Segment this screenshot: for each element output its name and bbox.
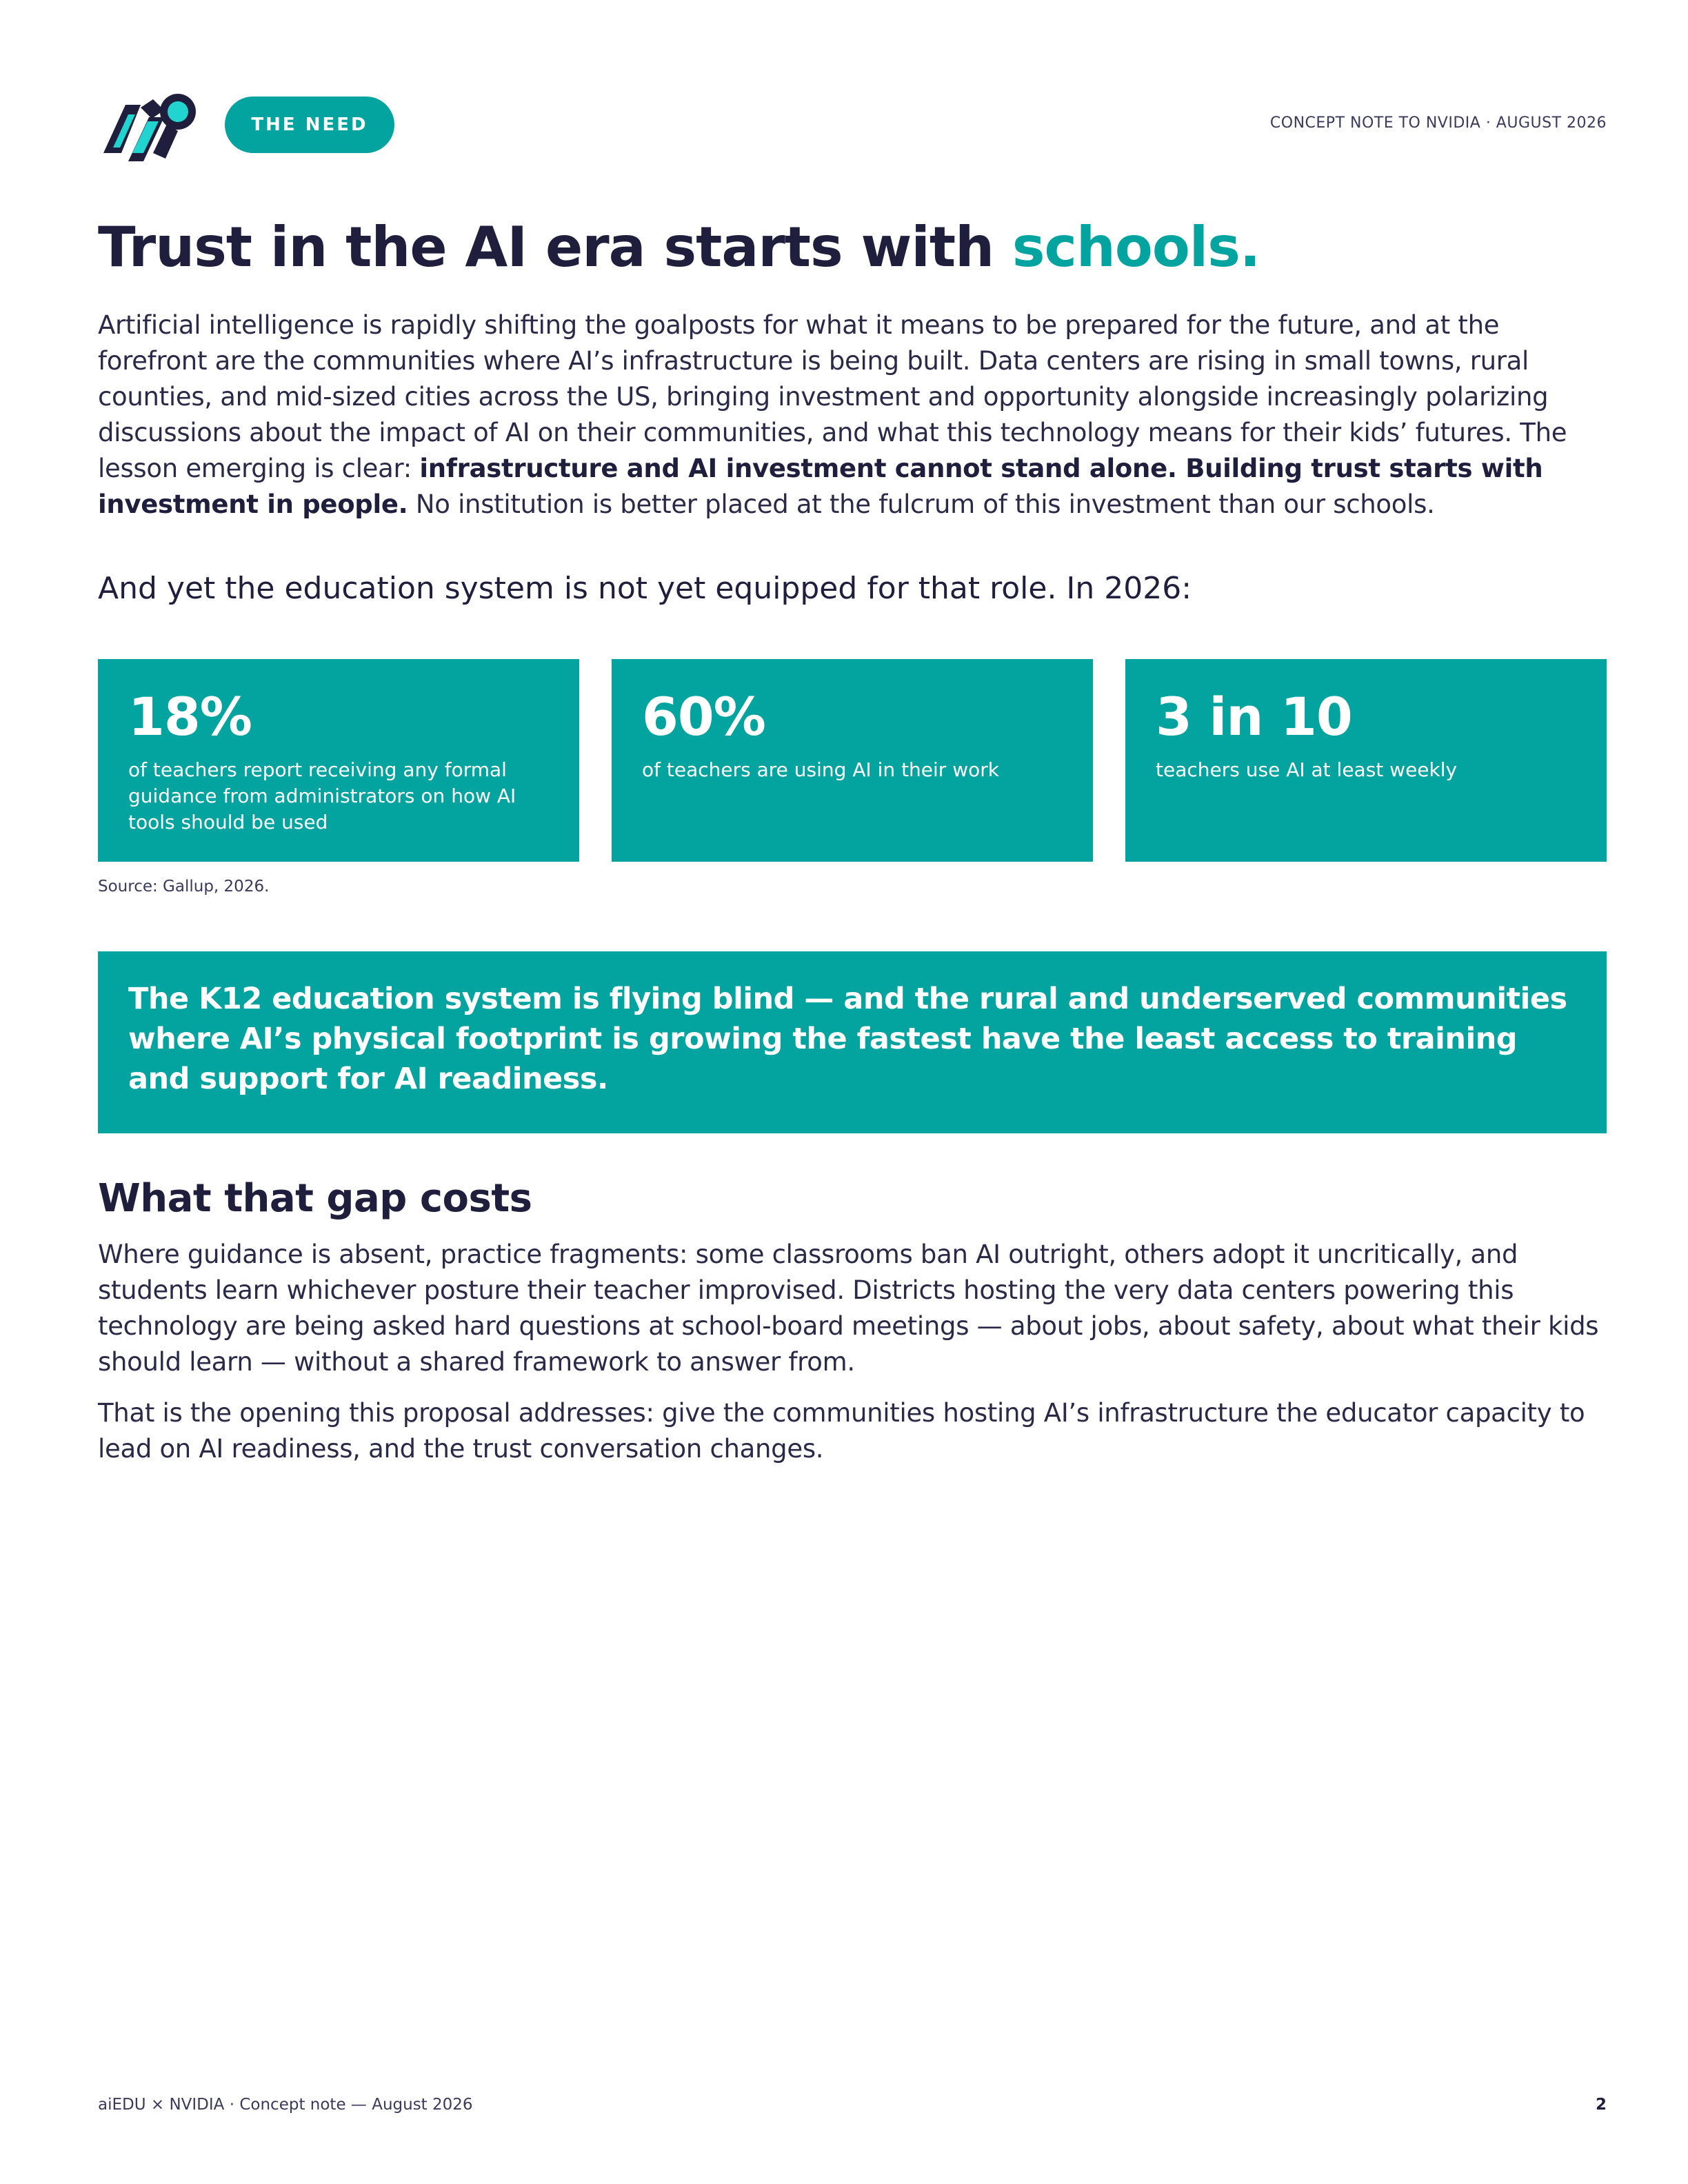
callout-box: The K12 education system is flying blind — and the rural and underserved communities where AI’s physical footprint is growing the fastest have the least access to training and support for AI readiness.	[98, 951, 1607, 1133]
footer-text: aiEDU × NVIDIA · Concept note — August 2026	[98, 2096, 473, 2114]
title-main: Trust in the AI era starts with	[98, 215, 1012, 279]
document-meta: CONCEPT NOTE TO NVIDIA · AUGUST 2026	[1269, 114, 1607, 132]
page-number: 2	[1595, 2096, 1607, 2114]
section-heading: What that gap costs	[98, 1176, 532, 1221]
intro-paragraph	[98, 307, 1609, 523]
title-accent: schools.	[1012, 215, 1260, 279]
stat-value: 18%	[128, 686, 252, 747]
section-badge: THE NEED	[225, 97, 394, 153]
intro-text-a: Artificial intelligence is rapidly shifting the goalposts for what it means to be prepared for the future, and at the forefront are the communities where AI’s infrastructure is being built. Data centers are rising in small towns, rural counties, and mid-sized cities across the US, bringing investment and opportunity alongside increasingly polarizing discussions about the impact of AI on their communities, and what this technology means for their kids’ futures. The lesson emerging is clear:	[98, 310, 1567, 483]
stat-card	[1125, 659, 1607, 862]
stat-description: of teachers report receiving any formal guidance from administrators on how AI tools should be used	[128, 758, 516, 833]
lead-sentence: And yet the education system is not yet equipped for that role. In 2026:	[98, 571, 1192, 606]
page-title	[98, 215, 1608, 279]
intro-text-bold: infrastructure and AI investment cannot stand alone. Building trust starts with investment in people.	[98, 454, 1543, 519]
stat-description: teachers use AI at least weekly	[1156, 758, 1458, 781]
intro-text-b: No institution is better placed at the fulcrum of this investment than our schools.	[408, 489, 1435, 519]
stat-value: 60%	[642, 686, 765, 747]
section-paragraph-2: That is the opening this proposal addresses: give the communities hosting AI’s infrastructure the educator capacity to lead on AI readiness, and the trust conversation changes.	[98, 1398, 1585, 1464]
aiedu-logo-icon	[101, 90, 197, 164]
section-paragraph-1: Where guidance is absent, practice fragments: some classrooms ban AI outright, others adopt it uncritically, and students learn whichever posture their teacher improvised. Districts hosting the very data centers powering this technology are being asked hard questions at school-board meetings — about jobs, about safety, about what their kids should learn — without a shared framework to answer from.	[98, 1240, 1599, 1377]
stats-row	[98, 659, 1607, 862]
stat-value: 3 in 10	[1156, 686, 1352, 747]
stat-card	[98, 659, 579, 862]
stat-card	[612, 659, 1093, 862]
source-note: Source: Gallup, 2026.	[98, 878, 270, 896]
stat-description: of teachers are using AI in their work	[642, 758, 999, 781]
